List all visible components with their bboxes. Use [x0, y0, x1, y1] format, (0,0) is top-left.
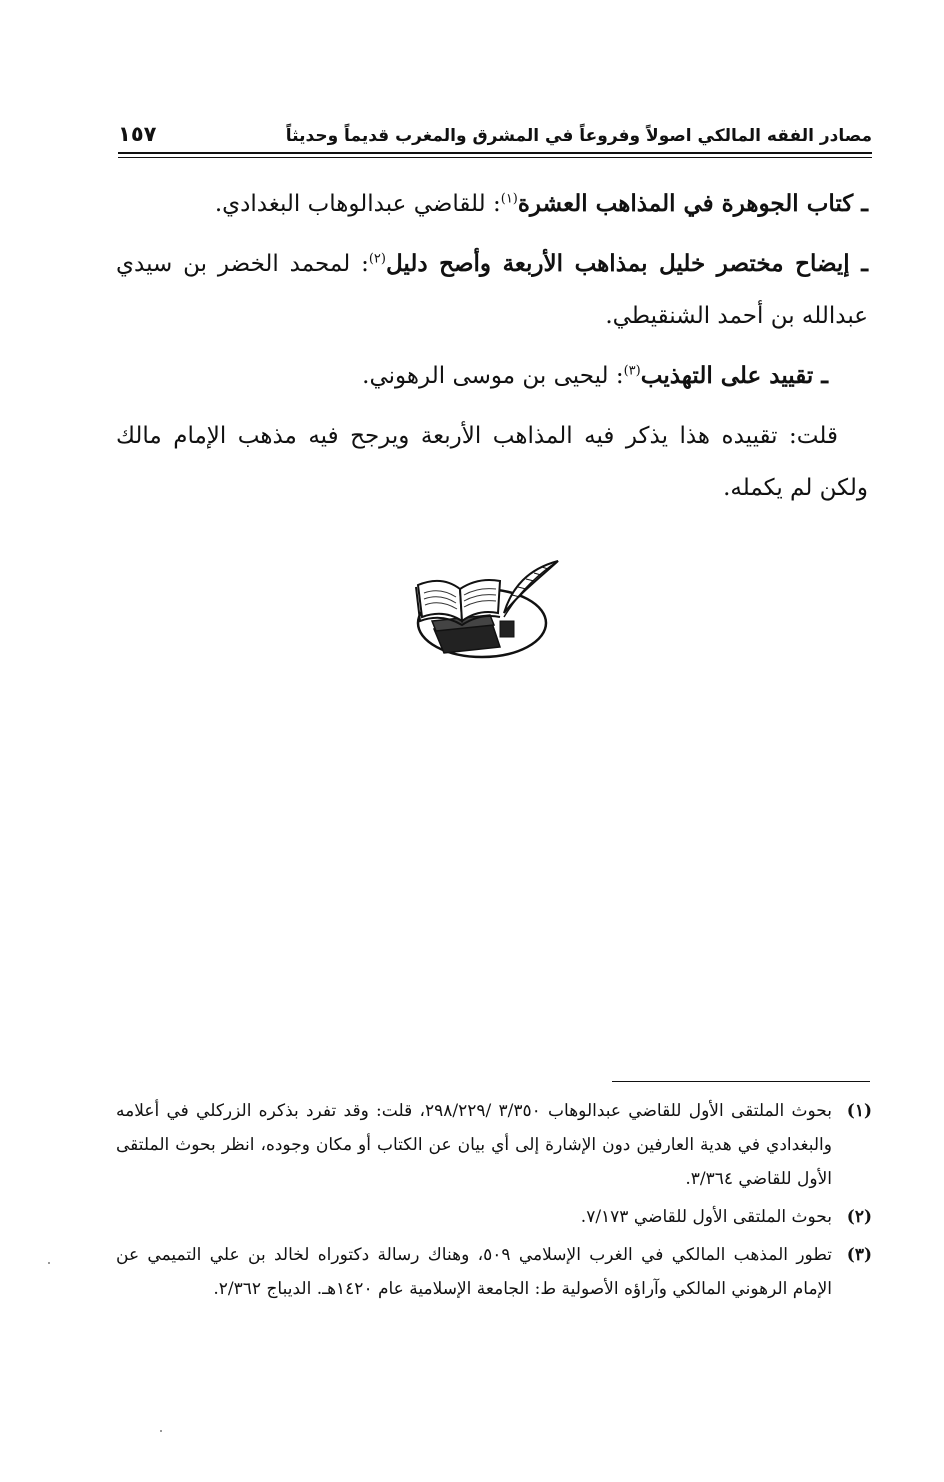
- book-title-1: كتاب الجوهرة في المذاهب العشرة: [517, 190, 854, 217]
- author-note: قلت: تقييده هذا يذكر فيه المذاهب الأربعة ويرجح فيه مذهب الإمام مالك ولكن لم يكمله.: [116, 423, 868, 501]
- book-entry-3: [116, 350, 868, 402]
- footnote-ref-1: (١): [500, 191, 518, 207]
- footnote-text: بحوث الملتقى الأول للقاضي ٧/١٧٣.: [580, 1207, 832, 1227]
- scan-speck: [160, 1430, 162, 1432]
- book-and-quill-icon: [408, 555, 568, 665]
- book-entry-1: [116, 178, 868, 230]
- book-entry-2: [116, 238, 868, 342]
- main-text: [116, 178, 868, 522]
- footnote-number: (١): [846, 1101, 872, 1121]
- footnote-1: [116, 1094, 872, 1196]
- footnote-ref-2: (٢): [368, 251, 386, 267]
- footnotes: [116, 1094, 872, 1310]
- page-number: ١٥٧: [118, 122, 157, 146]
- book-title-2: إيضاح مختصر خليل بمذاهب الأربعة وأصح دليل: [385, 250, 850, 277]
- running-header: [118, 112, 872, 146]
- footnote-3: [116, 1238, 872, 1306]
- footnote-separator: [612, 1081, 870, 1082]
- header-rule: [118, 152, 872, 158]
- book-author-3: : ليحيى بن موسى الرهوني.: [362, 363, 624, 389]
- header-title: مصادر الفقه المالكي اصولاً وفروعاً في المشرق والمغرب قديماً وحديثاً: [285, 126, 872, 146]
- footnote-2: [116, 1200, 872, 1234]
- scan-speck: [48, 1262, 50, 1264]
- book-title-3: تقييد على التهذيب: [640, 362, 814, 389]
- footnote-text: بحوث الملتقى الأول للقاضي عبدالوهاب ٣/٣٥٠ /٢٩٨/٢٢٩، قلت: وقد تفرد بذكره الزركلي في أعلامه والبغدادي في هدية العارفين دون الإشارة إلى أي بيان عن الكتاب أو مكان وجوده، انظر بحوث الملتقى الأول للقاضي ٣/٣٦٤.: [116, 1101, 832, 1189]
- footnote-number: (٣): [846, 1245, 872, 1265]
- book-author-1: : للقاضي عبدالوهاب البغدادي.: [214, 191, 501, 217]
- entry-dash: ـ: [813, 362, 828, 389]
- entry-dash: ـ: [853, 190, 868, 217]
- footnote-number: (٢): [846, 1207, 872, 1227]
- entry-dash: ـ: [849, 250, 868, 277]
- footnote-text: تطور المذهب المالكي في الغرب الإسلامي ٥٠٩، وهناك رسالة دكتوراه لخالد بن علي التميمي عن الإمام الرهوني المالكي وآراؤه الأصولية ط: الجامعة الإسلامية عام ١٤٢٠هـ. الديباج ٢/٣٦٢.: [116, 1245, 832, 1299]
- footnote-ref-3: (٣): [623, 363, 641, 379]
- book-author-2: : لمحمد الخضر بن سيدي عبدالله بن أحمد الشنقيطي.: [116, 251, 868, 329]
